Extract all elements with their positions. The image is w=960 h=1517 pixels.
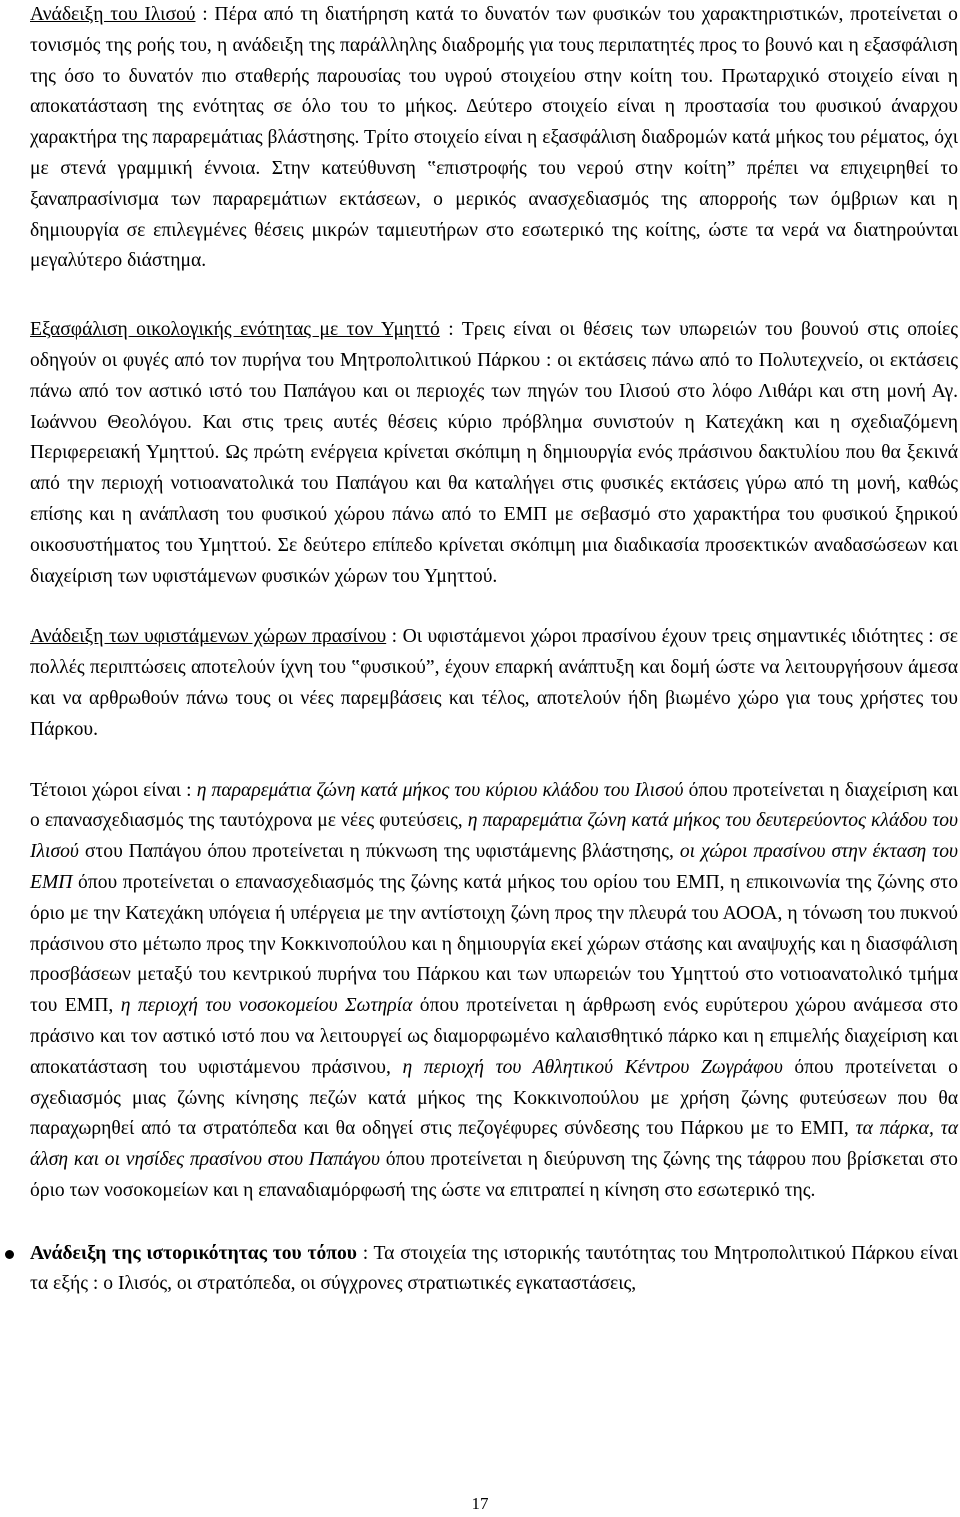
section-heading-historicity: Ανάδειξη της ιστορικότητας του τόπου xyxy=(30,1242,357,1264)
bullet-item-historicity xyxy=(30,1239,958,1301)
paragraph-text: Οι υφιστάμενοι χώροι πρασίνου έχουν τρεις σημαντικές ιδιότητες : σε πολλές περιπτώσεις αποτελούν ίχνη του ‟φυσικού”, έχουν επαρκή ανάπτυξη και δομή ώστε να λειτουργήσουν άμεσα και να αρθρωθούν πάνω τους οι νέες παρεμβάσεις και τέλος, αποτελούν ήδη βιωμένο χώρο για τους χρήστες του Πάρκου. xyxy=(30,626,959,740)
paragraph-ymittos xyxy=(30,315,958,592)
text-run: όπου προτείνεται η διεύρυνση της ζώνης της τάφρου που βρίσκεται στο όριο των νοσοκομείων και η επαναδιαμόρφωσή της ώστε να επιτραπεί η κίνηση στο εσωτερικό της. xyxy=(30,1149,958,1201)
paragraph-green-spaces-list xyxy=(30,776,958,1207)
separator: : xyxy=(356,1242,374,1264)
italic-run: τα πάρκα, τα άλση και οι νησίδες πρασίνου στου Παπάγου xyxy=(30,1118,958,1171)
text-run: Τέτοιοι χώροι είναι : xyxy=(30,779,197,801)
italic-run: η περιοχή του Αθλητικού Κέντρου Ζωγράφου xyxy=(402,1056,783,1078)
italic-run: η περιοχή του νοσοκομείου Σωτηρία xyxy=(120,995,413,1017)
paragraph-text: Πέρα από τη διατήρηση κατά το δυνατόν των φυσικών του χαρακτηριστικών, προτείνεται ο τονισμός της ροής του, η ανάδειξη της παράλληλης διαδρομής για τους περιπατητές προς το βουνό και η εξασφάλιση της όσο το δυνατόν πιο σταθερής παρουσίας του υγρού στοιχείου στην κοίτη του. Πρωταρχικό στοιχείο είναι η αποκατάσταση της ενότητας σε όλο του το μήκος. Δεύτερο στοιχείο είναι η προστασία του φυσικού άναρχου χαρακτήρα της παραρεμάτιας βλάστησης. Τρίτο στοιχείο είναι η εξασφάλιση διαδρομών κατά μήκος του ρέματος, όχι με στενά γραμμική έννοια. Στην κατεύθυνση ‟επιστροφής του νερού στην κοίτη” πρέπει να επιχειρηθεί το ξαναπρασίνισμα των παραρεμάτιων εκτάσεων, ο μερικός ανασχεδιασμός της απορροής των όμβριων και η δημιουργία σε επιλεγμένες θέσεις μικρών ταμιευτήρων στο εσωτερικό της κοίτης, ώστε τα νερά να διατηρούνται μεγαλύτερο διάστημα. xyxy=(30,4,958,272)
text-run: όπου προτείνεται η διαχείριση και ο επανασχεδιασμός της ταυτόχρονα με νέες φυτεύσεις, xyxy=(30,779,958,832)
text-run: όπου προτείνεται ο σχεδιασμός μιας ζώνης κίνησης πεζών κατά μήκος της Κοκκινοπούλου με χρήση ζώνης φυτεύσεων που θα παραχωρηθεί από τα στρατόπεδα και θα οδηγεί στις πεζογέφυρες σύνδεσης του Πάρκου με το ΕΜΠ, xyxy=(30,1056,958,1140)
italic-run: η παραρεμάτια ζώνη κατά μήκος του δευτερεύοντος κλάδου του Ιλισού xyxy=(30,810,959,863)
text-run: όπου προτείνεται η άρθρωση ενός ευρύτερου χώρου ανάμεσα στο πράσινο και τον αστικό ιστό που να λειτουργεί ως διαμορφωμένο καλαισθητικό πάρκο και η επιμελής διαχείριση και αποκατάσταση του υφιστάμενου πράσινου, xyxy=(30,995,959,1078)
section-heading-green-spaces: Ανάδειξη των υφιστάμενων χώρων πρασίνου xyxy=(30,626,387,648)
separator: : xyxy=(439,319,462,341)
separator: : xyxy=(195,4,215,25)
italic-run: οι χώροι πρασίνου στην έκταση του ΕΜΠ xyxy=(30,841,958,893)
page-number: 17 xyxy=(471,1494,489,1513)
text-run: όπου προτείνεται ο επανασχεδιασμός της ζώνης κατά μήκος του ορίου του ΕΜΠ, η επικοινωνία της ζώνης στο όριο με την Κατεχάκη υπόγεια ή υπέργεια με την αντίστοιχη ζώνη προς την πλευρά του ΑΟΟΑ, η τόνωση του πυκνού πράσινου στο μέτωπο προς την Κοκκινοπούλου και η δημιουργία εκεί χώρων στάσης και αναψυχής και η διασφάλιση προσβάσεων μεταξύ του κεντρικού πυρήνα του Πάρκου και των υπωρειών του Υμηττού στο νοτιοανατολικό τμήμα του ΕΜΠ, xyxy=(30,871,958,1017)
separator: : xyxy=(386,626,403,648)
paragraph-text: Τρεις είναι οι θέσεις των υπωρειών του βουνού στις οποίες οδηγούν οι φυγές από τον πυρήνα του Μητροπολιτικού Πάρκου : οι εκτάσεις πάνω από το Πολυτεχνείο, οι εκτάσεις πάνω από τον αστικό ιστό του Παπάγου και οι περιοχές των πηγών του Ιλισού στο λόφο Λιθάρι και στη μονή Αγ. Ιωάννου Θεολόγου. Και στις τρεις αυτές θέσεις κύριο πρόβλημα συνιστούν η Κατεχάκη και η σχεδιαζόμενη Περιφερειακή Υμηττού. Ως πρώτη ενέργεια κρίνεται σκόπιμη η δημιουργία ενός πράσινου δακτυλίου που θα ξεκινά από την περιοχή νοτιοανατολικά του Παπάγου και θα καταλήγει στις φυσικές εκτάσεις γύρω από τη μονή, καθώς επίσης και η ανάπλαση του φυσικού χώρου πάνω από το ΕΜΠ με σεβασμό στο χαρακτήρα του φυσικού ξηρικού οικοσυστήματος του Υμηττού. Σε δεύτερο επίπεδο κρίνεται σκόπιμη μια διαδικασία προσεκτικών αναδασώσεων και διαχείριση των υφιστάμενων φυσικών χώρων του Υμηττού. xyxy=(30,319,958,587)
paragraph-ilisos xyxy=(30,0,958,277)
section-heading-ilisos: Ανάδειξη του Ιλισού xyxy=(30,4,196,25)
section-heading-ymittos: Εξασφάλιση οικολογικής ενότητας με τον Υμηττό xyxy=(30,319,440,341)
italic-run: η παραρεμάτια ζώνη κατά μήκος του κύριου κλάδου του Ιλισού xyxy=(196,779,684,801)
paragraph-historicity xyxy=(30,1239,958,1301)
paragraph-green-spaces xyxy=(30,622,958,745)
paragraph-text: Τα στοιχεία της ιστορικής ταυτότητας του Μητροπολιτικού Πάρκου είναι τα εξής : ο Ιλισός, οι στρατόπεδα, οι σύγχρονες στρατιωτικές εγκαταστάσεις, xyxy=(30,1242,958,1295)
document-page xyxy=(30,0,958,1300)
bullet-icon xyxy=(5,1250,14,1259)
text-run: στου Παπάγου όπου προτείνεται η πύκνωση της υφιστάμενης βλάστησης, xyxy=(78,841,680,863)
